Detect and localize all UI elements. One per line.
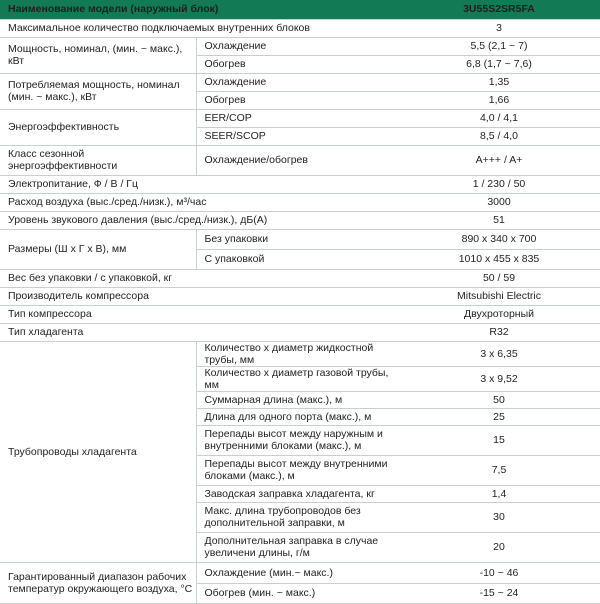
row-dimensions-unpacked: [0, 229, 600, 249]
dimensions-packed-label: С упаковкой: [196, 249, 398, 269]
row-power-supply: [0, 175, 600, 193]
temp-cooling-label: Охлаждение (мин.~ макс.): [196, 562, 398, 583]
piping-total-length-label: Суммарная длина (макс.), м: [196, 391, 398, 408]
power-heating-label: Обогрев: [196, 91, 398, 109]
piping-height-outdoor-value: 15: [398, 425, 600, 455]
row-efficiency-eer: [0, 109, 600, 127]
manufacturer-label: Производитель компрессора: [0, 287, 398, 305]
refrigerant-label: Тип хладагента: [0, 323, 398, 341]
piping-height-indoor-label: Перепады высот между внутренними блоками (макс.), м: [196, 455, 398, 485]
sound-label: Уровень звукового давления (выс./сред./низк.), дБ(А): [0, 211, 398, 229]
power-supply-value: 1 / 230 / 50: [398, 175, 600, 193]
seasonal-class-sub-label: Охлаждение/обогрев: [196, 145, 398, 175]
row-power-cooling: [0, 73, 600, 91]
seer-label: SEER/SCOP: [196, 127, 398, 145]
piping-extra-charge-value: 20: [398, 532, 600, 562]
row-sound: [0, 211, 600, 229]
seer-value: 8,5 / 4,0: [398, 127, 600, 145]
row-weight: [0, 269, 600, 287]
compressor-label: Тип компрессора: [0, 305, 398, 323]
power-cooling-value: 1,35: [398, 73, 600, 91]
row-capacity-cooling: [0, 37, 600, 55]
piping-liquid-label: Количество х диаметр жидкостной трубы, мм: [196, 341, 398, 366]
row-piping-0: [0, 341, 600, 366]
power-cooling-label: Охлаждение: [196, 73, 398, 91]
header-label: Наименование модели (наружный блок): [0, 0, 398, 19]
piping-extra-charge-label: Дополнительная заправка в случае увеличени длины, г/м: [196, 532, 398, 562]
piping-height-indoor-value: 7,5: [398, 455, 600, 485]
piping-port-length-value: 25: [398, 408, 600, 425]
refrigerant-value: R32: [398, 323, 600, 341]
piping-total-length-value: 50: [398, 391, 600, 408]
piping-max-length-label: Макс. длина трубопроводов без дополнительной заправки, м: [196, 502, 398, 532]
temp-range-label: Гарантированный диапазон рабочих температур окружающего воздуха, °С: [0, 562, 196, 603]
piping-gas-value: 3 x 9,52: [398, 366, 600, 391]
dimensions-unpacked-label: Без упаковки: [196, 229, 398, 249]
weight-value: 50 / 59: [398, 269, 600, 287]
capacity-heating-value: 6,8 (1,7 ~ 7,6): [398, 55, 600, 73]
eer-label: EER/COP: [196, 109, 398, 127]
temp-heating-label: Обогрев (мин. ~ макс.): [196, 583, 398, 603]
max-indoor-value: 3: [398, 19, 600, 37]
airflow-label: Расход воздуха (выс./сред./низк.), м³/час: [0, 193, 398, 211]
seasonal-class-value: A+++ / A+: [398, 145, 600, 175]
row-refrigerant: [0, 323, 600, 341]
eer-value: 4,0 / 4,1: [398, 109, 600, 127]
sound-value: 51: [398, 211, 600, 229]
row-compressor: [0, 305, 600, 323]
piping-gas-label: Количество х диаметр газовой трубы, мм: [196, 366, 398, 391]
efficiency-label: Энергоэффективность: [0, 109, 196, 145]
piping-label: Трубопроводы хладагента: [0, 341, 196, 562]
row-airflow: [0, 193, 600, 211]
capacity-cooling-value: 5,5 (2,1 ~ 7): [398, 37, 600, 55]
compressor-value: Двухроторный: [398, 305, 600, 323]
piping-height-outdoor-label: Перепады высот между наружным и внутренними блоками (макс.), м: [196, 425, 398, 455]
temp-heating-value: -15 ~ 24: [398, 583, 600, 603]
dimensions-label: Размеры (Ш х Г х В), мм: [0, 229, 196, 269]
weight-label: Вес без упаковки / с упаковкой, кг: [0, 269, 398, 287]
piping-liquid-value: 3 x 6,35: [398, 341, 600, 366]
header-row: [0, 0, 600, 19]
dimensions-packed-value: 1010 x 455 x 835: [398, 249, 600, 269]
piping-port-length-label: Длина для одного порта (макс.), м: [196, 408, 398, 425]
piping-max-length-value: 30: [398, 502, 600, 532]
temp-cooling-value: -10 ~ 46: [398, 562, 600, 583]
row-max-indoor: [0, 19, 600, 37]
row-temp-cooling: [0, 562, 600, 583]
piping-factory-charge-value: 1,4: [398, 485, 600, 502]
max-indoor-label: Максимальное количество подключаемых внутренних блоков: [0, 19, 398, 37]
row-seasonal-class: [0, 145, 600, 175]
capacity-cooling-label: Охлаждение: [196, 37, 398, 55]
power-supply-label: Электропитание, Ф / В / Гц: [0, 175, 398, 193]
piping-factory-charge-label: Заводская заправка хладагента, кг: [196, 485, 398, 502]
capacity-label: Мощность, номинал, (мин. ~ макс.), кВт: [0, 37, 196, 73]
dimensions-unpacked-value: 890 x 340 x 700: [398, 229, 600, 249]
manufacturer-value: Mitsubishi Electric: [398, 287, 600, 305]
model-name: 3U55S2SR5FA: [398, 0, 600, 19]
power-heating-value: 1,66: [398, 91, 600, 109]
airflow-value: 3000: [398, 193, 600, 211]
power-input-label: Потребляемая мощность, номинал (мин. ~ макс.), кВт: [0, 73, 196, 109]
seasonal-class-label: Класс сезонной энергоэффективности: [0, 145, 196, 175]
capacity-heating-label: Обогрев: [196, 55, 398, 73]
row-manufacturer: [0, 287, 600, 305]
